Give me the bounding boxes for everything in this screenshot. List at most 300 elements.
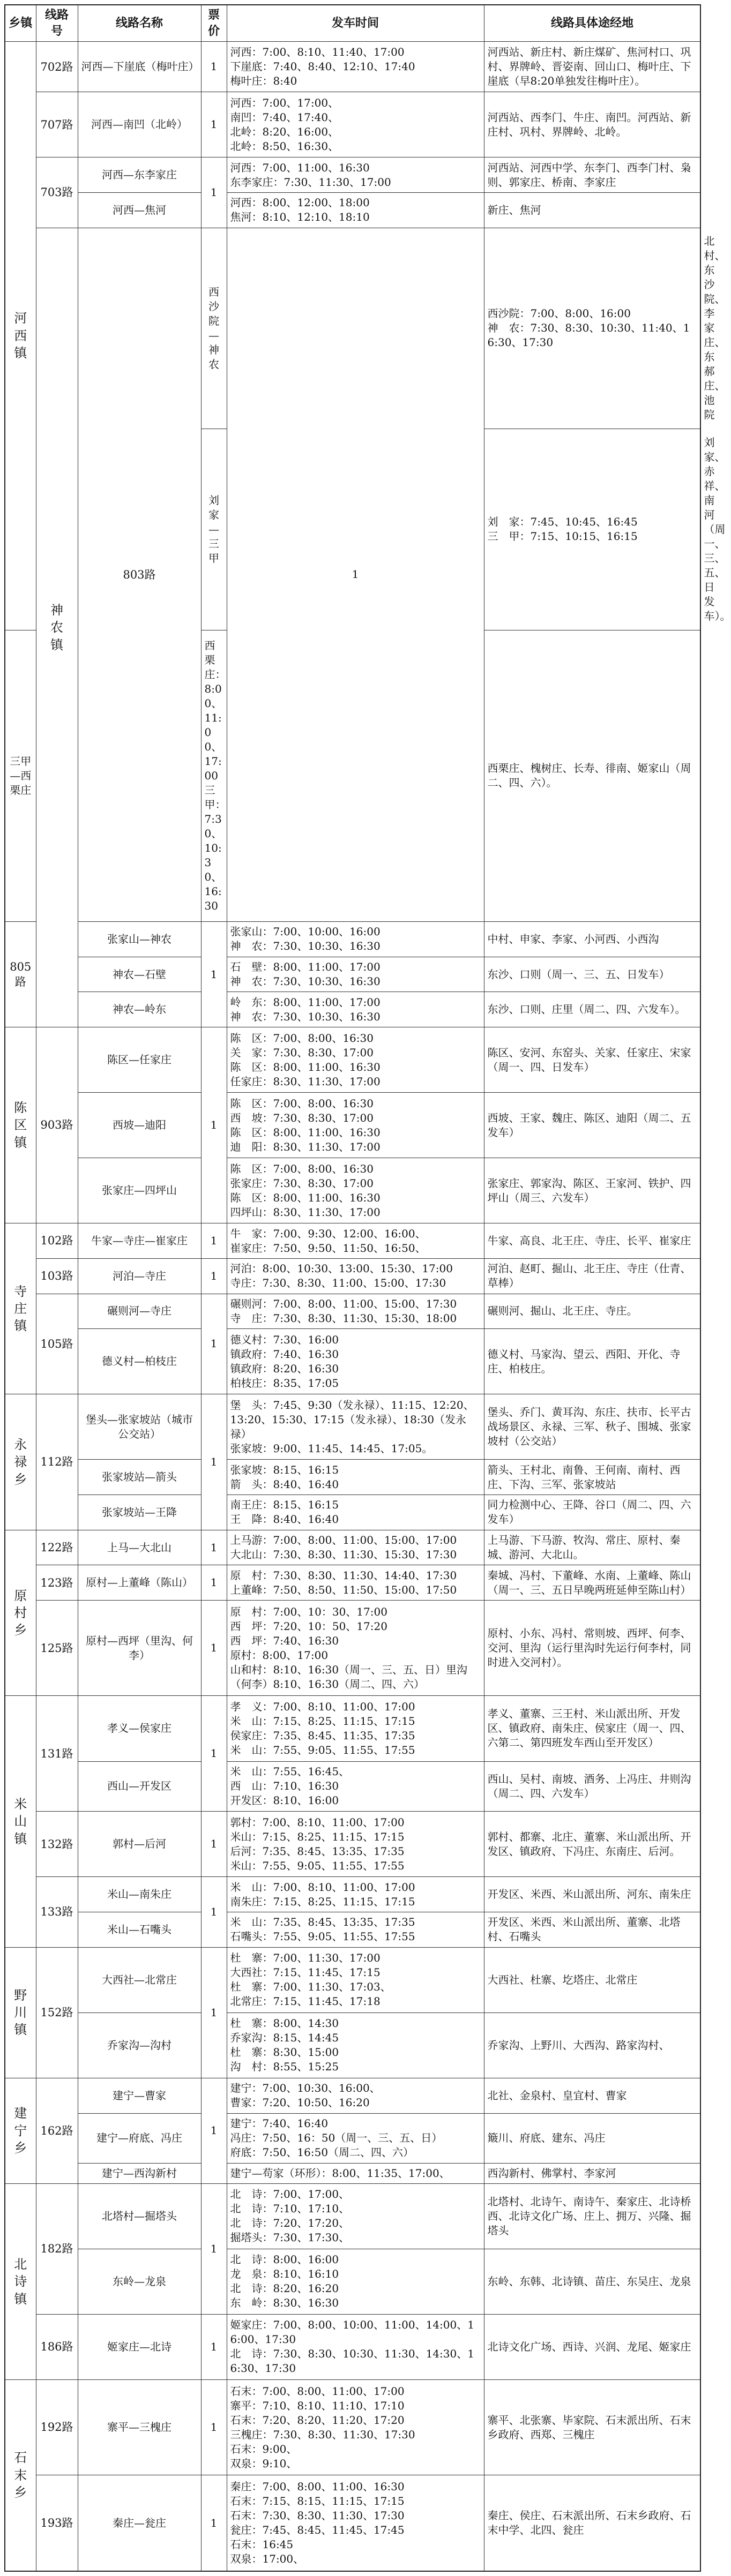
departure-time-line: 碾则河：7:00、8:00、11:00、15:00、17:30 (230, 1297, 457, 1310)
departure-time-line: 双泉：9:10、 (230, 2457, 297, 2470)
stops-cell: 秦城、冯村、下董峰、水南、上董峰、陈山（周一、三、五日早晚两班延伸至陈山村） (484, 1565, 700, 1601)
table-row (5, 1947, 700, 2012)
departure-time-line: 大西社：7:15、11:45、17:15 (230, 1966, 381, 1979)
fare-cell: 1 (201, 92, 227, 157)
departure-time-line: 南王庄：8:15、16:15 (230, 1498, 339, 1512)
header-route-name: 线路名称 (78, 5, 201, 42)
town-cell (5, 2183, 36, 2379)
stops-cell: 河泊、赵町、掘山、北王庄、寺庄（仕青、草棒） (484, 1258, 700, 1294)
header-departure-times: 发车时间 (227, 5, 484, 42)
stops-cell: 牛家、高良、北王庄、寺庄、长平、崔家庄 (484, 1223, 700, 1259)
departure-time-line: 杜 寨：7:00、11:30、17:00 (230, 1951, 381, 1965)
departure-time-line: 原 村：7:30、8:30、11:30、14:40、17:30 (230, 1568, 457, 1582)
route-name-cell: 牛家—寺庄—崔家庄 (78, 1223, 201, 1259)
route-number-cell: 186路 (36, 2314, 78, 2379)
departure-time-line: 镇政府：7:40、16:30 (230, 1347, 339, 1361)
fare-cell: 1 (201, 2314, 227, 2379)
departure-time-line: 乔家沟：8:15、14:45 (230, 2031, 339, 2045)
town-name: 建宁乡 (14, 2106, 27, 2156)
departure-time-line: 三 甲：7:15、10:15、16:15 (487, 530, 638, 543)
departure-time-line: 西 坪：7:40、16:30 (230, 1634, 339, 1647)
departure-time-line: 迪 阳：8:30、11:30、17:00 (230, 1140, 381, 1153)
route-name-cell: 西坡—迪阳 (78, 1093, 201, 1158)
fare-cell: 1 (201, 1947, 227, 2078)
departure-time-line: 神 农：7:30、10:30、16:30 (230, 940, 381, 953)
departure-time-line: 山和村：8:10、16:30（周一、三、五、日）里沟（何李）8:10、16:30（周二、四、六） (230, 1663, 468, 1691)
departure-time-line: 上马游：7:00、8:00、11:00、15:00、17:00 (230, 1534, 457, 1547)
departure-times-cell (227, 992, 484, 1027)
departure-time-line: 陈 区：8:00、11:00、16:30 (230, 1191, 381, 1204)
departure-time-line: 杜 寨：8:30、15:00 (230, 2046, 339, 2059)
departure-time-line: 原村：8:00、17:00 (230, 1648, 329, 1662)
table-row (5, 1877, 700, 1912)
stops-cell: 秦庄、侯庄、石末派出所、石末乡政府、石末中学、北四、瓮庄 (484, 2475, 700, 2571)
departure-time-line: 石嘴头：7:55、9:05、11:55、17:55 (230, 1930, 415, 1943)
town-cell (5, 1530, 36, 1696)
route-name-cell: 张家坡站—王降 (78, 1495, 201, 1530)
stops-cell: 河西站、新庄村、新庄煤矿、焦河村口、巩村、界牌岭、晋姿南、回山口、梅叶庄、下崖底（早8:20单独发往梅叶庄）。 (484, 42, 700, 92)
departure-time-line: 建宁—苟家（环形）：8:00、11:35、17:00、 (230, 2167, 450, 2180)
departure-time-line: 四坪山：8:30、11:30、17:00 (230, 1205, 381, 1219)
departure-time-line: 神 农：7:30、10:30、16:30 (230, 975, 381, 988)
departure-times-cell (227, 1294, 484, 1329)
stops-cell: 德义村、马家沟、望云、西阳、开化、寺庄、柏枝庄。 (484, 1329, 700, 1394)
table-row (5, 1258, 700, 1294)
departure-time-line: 寺 庄：7:30、8:30、11:30、15:30、18:00 (230, 1311, 457, 1325)
departure-time-line: 石末：7:15、8:15、11:15、17:15 (230, 2495, 405, 2508)
departure-time-line: 姬家庄：7:00、8:00、10:00、11:00、14:00、16:00、17:30 (230, 2318, 474, 2346)
departure-time-line: 石末：16:45 (230, 2538, 294, 2551)
route-name-cell: 刘家—三甲 (201, 429, 227, 630)
departure-time-line: 河西：7:00、17:00、 (230, 96, 339, 109)
header-stops: 线路具体途经地 (484, 5, 700, 42)
header-town: 乡镇 (5, 5, 36, 42)
town-name: 北诗镇 (14, 2256, 27, 2307)
departure-time-line: 石末：7:30、8:30、11:30、17:30 (230, 2509, 405, 2522)
fare-cell: 1 (201, 1601, 227, 1696)
departure-time-line: 米 山：7:55、16:45、 (230, 1765, 350, 1778)
departure-times-cell (227, 1812, 484, 1877)
header-fare: 票价 (201, 5, 227, 42)
stops-cell: 东沙、口则（周一、三、五、日发车） (484, 957, 700, 992)
departure-times-cell (227, 1696, 484, 1761)
departure-times-cell (227, 922, 484, 957)
route-name-cell: 米山—南朱庄 (78, 1877, 201, 1912)
route-number-cell: 193路 (36, 2475, 78, 2571)
departure-times-cell (227, 1495, 484, 1530)
departure-time-line: 镇政府：8:20、16:30 (230, 1362, 339, 1375)
table-row (5, 2012, 700, 2078)
fare-cell: 1 (201, 1027, 227, 1223)
departure-times-cell (484, 228, 700, 429)
route-name-cell: 河泊—寺庄 (78, 1258, 201, 1294)
table-row (5, 1223, 700, 1259)
bus-route-document (4, 4, 731, 2572)
departure-times-cell (227, 2012, 484, 2078)
town-name: 米山镇 (14, 1797, 27, 1846)
departure-times-cell (227, 957, 484, 992)
departure-times-cell (227, 1093, 484, 1158)
departure-time-line: 双泉：17:00、 (230, 2552, 304, 2566)
departure-time-line: 河泊：8:00、10:30、13:00、15:30、17:00 (230, 1262, 453, 1275)
departure-time-line: 北 诗：7:30、8:30、10:30、11:30、14:30、16:30、17:30 (230, 2347, 474, 2375)
table-row (5, 1093, 700, 1158)
stops-cell: 同力检测中心、王降、谷口（周二、四、六发车） (484, 1495, 700, 1530)
departure-times-cell (227, 2475, 484, 2571)
departure-times-cell (227, 1761, 484, 1812)
departure-time-line: 陈 区：7:00、8:00、16:30 (230, 1097, 374, 1110)
departure-time-line: 堡 头：7:45、9:30（发永禄）、11:15、12:20、13:20、15:30、17:15（发永禄）、18:30（发永禄） (230, 1398, 474, 1440)
departure-time-line: 北 诗：7:20、17:20、 (230, 2217, 350, 2230)
table-row (5, 1394, 700, 1460)
departure-time-line: 河西：7:00、11:00、16:30 (230, 161, 370, 174)
departure-times-cell (227, 1460, 484, 1495)
stops-cell: 寨平、北张寨、毕家院、石末派出所、石末乡政府、西郑、三槐庄 (484, 2379, 700, 2475)
departure-time-line: 掘塔头：7:30、17:30、 (230, 2231, 350, 2244)
departure-times-cell (227, 2314, 484, 2379)
stops-cell: 北诗文化广场、西诗、兴润、龙尾、姬家庄 (484, 2314, 700, 2379)
departure-time-line: 秦庄：7:00、8:00、11:00、16:30 (230, 2480, 405, 2494)
departure-time-line: 米 山：7:55、9:05、11:55、17:55 (230, 1743, 415, 1756)
stops-cell: 堡头、乔门、黄耳沟、东庄、扶市、长平古战场景区、永禄、三军、秋子、围城、张家坡村（公交站） (484, 1394, 700, 1460)
table-row (5, 957, 700, 992)
departure-times-cell (227, 42, 484, 92)
stops-cell: 西山、吴村、南坡、酒务、上冯庄、井则沟（周二、四、六发车） (484, 1761, 700, 1812)
route-number-cell: 122路 (36, 1530, 78, 1565)
table-row (5, 2078, 700, 2113)
departure-time-line: 北常庄：7:15、11:45、17:18 (230, 1995, 381, 2008)
route-number-cell: 125路 (36, 1601, 78, 1696)
departure-times-cell (227, 1329, 484, 1394)
departure-time-line: 冯庄：7:50、16：50（周一、三、五、日） (230, 2131, 443, 2145)
town-cell (5, 1394, 36, 1530)
fare-cell: 1 (201, 1812, 227, 1877)
town-name: 陈区镇 (14, 1100, 27, 1150)
route-name-cell: 神农—石壁 (78, 957, 201, 992)
departure-times-cell (227, 1947, 484, 2012)
fare-cell: 1 (201, 1530, 227, 1565)
route-name-cell: 原村—上董峰（陈山） (78, 1565, 201, 1601)
departure-time-line: 关 家：7:30、8:30、17:00 (230, 1046, 374, 1059)
table-row (5, 1812, 700, 1877)
departure-time-line: 东 岭：8:30、16:30 (230, 2296, 339, 2310)
departure-times-cell (227, 1027, 484, 1093)
departure-time-line: 箭 头：8:40、16:40 (230, 1477, 339, 1491)
table-row (5, 1696, 700, 1761)
route-name-cell: 张家山—神农 (78, 922, 201, 957)
town-cell (5, 1027, 36, 1223)
departure-time-line: 德义村：7:30、16:00 (230, 1333, 339, 1346)
departure-time-line: 西 坪：7:20、10：50、17:20 (230, 1619, 387, 1633)
stops-cell: 西栗庄、槐树庄、长寿、徘南、姬家山（周二、四、六）。 (484, 630, 700, 921)
town-name: 野川镇 (14, 1987, 27, 2038)
fare-cell: 1 (201, 1294, 227, 1394)
fare-cell: 1 (201, 1223, 227, 1259)
route-number-cell: 803路 (78, 228, 201, 921)
departure-times-cell (227, 2379, 484, 2475)
departure-time-line: 陈 区：8:00、11:00、16:30 (230, 1060, 381, 1073)
departure-time-line: 陈 区：7:00、8:00、16:30 (230, 1162, 374, 1175)
departure-time-line: 米山：7:15、8:25、11:15、17:15 (230, 1830, 405, 1843)
stops-cell: 中村、申家、李家、小河西、小西沟 (484, 922, 700, 957)
table-row (5, 1294, 700, 1329)
departure-time-line: 牛 家：7:00、9:30、12:00、16:00、 (230, 1227, 426, 1240)
departure-times-cell (227, 1394, 484, 1460)
table-row (5, 1495, 700, 1530)
route-name-cell: 西沙院—神农 (201, 228, 227, 429)
route-name-cell: 河西—焦河 (78, 192, 201, 228)
header-row (5, 5, 700, 42)
departure-time-line: 寺庄：7:30、8:30、11:00、15:00、17:30 (230, 1276, 446, 1290)
table-row (5, 992, 700, 1027)
departure-time-line: 梅叶庄：8:40 (230, 74, 297, 88)
departure-time-line: 北 诗：8:00、16:00 (230, 2253, 339, 2266)
route-name-cell: 秦庄—瓮庄 (78, 2475, 201, 2571)
table-row: 刘家—三甲 刘 家：7:45、10:45、16:45 三 甲：7:15、10:15、16:15 刘家、赤祥、南河（周一、三、五、日发车）。 (5, 429, 700, 630)
departure-time-line: 上董峰：7:50、8:50、11:50、15:00、17:50 (230, 1583, 457, 1596)
departure-time-line: 沟 村：8:55、15:25 (230, 2060, 339, 2074)
table-row (5, 1601, 700, 1696)
departure-time-line: 岭 东：8:00、11:00、17:00 (230, 995, 381, 1009)
departure-time-line: 刘 家：7:45、10:45、16:45 (487, 515, 638, 529)
stops-cell: 郭村、都寨、北庄、董寨、米山派出所、开发区、镇政府、下冯庄、东南庄、后河。 (484, 1812, 700, 1877)
departure-time-line: 建宁：7:40、16:40 (230, 2117, 329, 2130)
table-row (5, 2164, 700, 2184)
departure-time-line: 三 甲：7:30、10:30、16:30 (204, 783, 226, 912)
route-number-cell: 162路 (36, 2078, 78, 2183)
departure-time-line: 南凹：7:40、17:40、 (230, 110, 339, 124)
route-name-cell: 河西—下崖底（梅叶庄） (78, 42, 201, 92)
table-row (5, 2379, 700, 2475)
departure-time-line: 瓮庄：7:45、8:45、11:45、17:45 (230, 2524, 405, 2537)
fare-cell: 1 (201, 1877, 227, 1947)
departure-time-line: 大北山：7:30、8:30、11:30、15:30、17:30 (230, 1548, 457, 1561)
fare-cell: 1 (201, 42, 227, 92)
stops-cell: 簸川、府底、建东、冯庄 (484, 2113, 700, 2164)
route-name-cell: 孝义—侯家庄 (78, 1696, 201, 1761)
departure-time-line: 寨平：7:10、8:10、11:10、17:10 (230, 2399, 405, 2412)
departure-times-cell (227, 2183, 484, 2249)
table-row: 神农镇 803路 西沙院—神农 1 西沙院：7:00、8:00、16:00 神 农：7:30、8:30、10:30、11:40、16:30、17:30 北村、东沙院、李家庄、东郝庄、池院 (5, 228, 700, 429)
route-name-cell: 乔家沟—沟村 (78, 2012, 201, 2078)
stops-cell: 河西站、河西中学、东李门、西李门村、枭则、郭家庄、桥南、李家庄 (484, 157, 700, 193)
departure-time-line: 北 诗：8:20、16:20 (230, 2282, 339, 2295)
route-number-cell: 182路 (36, 2183, 78, 2314)
route-name-cell: 米山—石嘴头 (78, 1912, 201, 1948)
departure-times-cell (484, 429, 700, 630)
table-row (5, 42, 700, 92)
header-route-number: 线路号 (36, 5, 78, 42)
town-name: 石末乡 (14, 2450, 27, 2500)
route-name-cell: 寨平—三槐庄 (78, 2379, 201, 2475)
departure-time-line: 侯家庄：7:35、8:45、11:35、17:35 (230, 1729, 415, 1742)
departure-time-line: 西沙院：7:00、8:00、16:00 (487, 307, 631, 320)
route-number-cell: 707路 (36, 92, 78, 157)
departure-time-line: 石末：9:00、 (230, 2442, 297, 2455)
stops-cell: 东岭、东韩、北诗镇、苗庄、东吴庄、龙泉 (484, 2249, 700, 2314)
route-name-cell: 东岭—龙泉 (78, 2249, 201, 2314)
route-number-cell: 805路 (5, 922, 36, 1027)
route-name-cell: 建宁—西沟新村 (78, 2164, 201, 2184)
departure-time-line: 西 山：7:10、16:30 (230, 1779, 339, 1793)
route-number-cell: 702路 (36, 42, 78, 92)
departure-time-line: 米 山：7:00、8:10、11:00、17:00 (230, 1880, 415, 1894)
fare-cell: 1 (201, 2078, 227, 2183)
departure-time-line: 孝 义：7:00、8:10、11:00、17:00 (230, 1700, 415, 1713)
table-row (5, 192, 700, 228)
departure-times-cell (201, 630, 227, 921)
departure-time-line: 西 坡：7:30、8:30、17:00 (230, 1111, 374, 1124)
route-name-cell: 郭村—后河 (78, 1812, 201, 1877)
route-name-cell: 陈区—任家庄 (78, 1027, 201, 1093)
route-number-cell: 703路 (36, 157, 78, 228)
departure-time-line: 曹家：7:20、10:50、16:20 (230, 2096, 370, 2109)
departure-time-line: 西栗庄：8:00、11:00、17:00 (204, 639, 226, 782)
departure-time-line: 开发区：8:10、16:00 (230, 1794, 339, 1807)
departure-time-line: 郭村：7:00、8:10、11:00、17:00 (230, 1815, 405, 1829)
town-name: 原村乡 (14, 1588, 27, 1638)
table-header (5, 5, 700, 42)
departure-time-line: 张家坡：9:00、11:45、14:45、17:05。 (230, 1441, 433, 1455)
town-cell (5, 1696, 36, 1947)
route-number-cell: 123路 (36, 1565, 78, 1601)
town-cell (5, 2379, 36, 2571)
departure-time-line: 王 降：8:40、16:40 (230, 1513, 339, 1526)
town-cell (5, 1223, 36, 1394)
table-row (5, 2113, 700, 2164)
departure-times-cell (227, 1258, 484, 1294)
stops-cell: 碾则河、掘山、北王庄、寺庄。 (484, 1294, 700, 1329)
route-number-cell: 903路 (36, 1027, 78, 1223)
departure-times-cell (227, 2164, 484, 2184)
table-row (5, 2183, 700, 2249)
departure-times-cell (227, 2113, 484, 2164)
route-name-cell: 张家庄—四坪山 (78, 1158, 201, 1223)
route-name-cell: 原村—西坪（里沟、何李） (78, 1601, 201, 1696)
departure-time-line: 张家坡：8:15、16:15 (230, 1463, 339, 1476)
departure-time-line: 陈 区：8:00、11:00、16:30 (230, 1125, 381, 1139)
route-number-cell: 105路 (36, 1294, 78, 1394)
town-name: 寺庄镇 (14, 1283, 27, 1334)
departure-time-line: 南朱庄：7:15、8:25、11:15、17:15 (230, 1895, 415, 1908)
fare-cell: 1 (201, 2379, 227, 2475)
table-body (5, 42, 731, 2571)
departure-time-line: 石 壁：8:00、11:00、17:00 (230, 960, 381, 974)
stops-cell: 北塔村、北诗午、南诗午、秦家庄、北诗桥西、北诗文化广场、庄上、拥万、兴隆、掘塔头 (484, 2183, 700, 2249)
fare-cell: 1 (201, 922, 227, 1027)
departure-time-line: 柏枝庄：8:35、17:05 (230, 1376, 339, 1390)
departure-time-line: 神 农：7:30、8:30、10:30、11:40、16:30、17:30 (487, 321, 690, 349)
stops-cell: 原村、小东、冯村、常则坡、西坪、何李、交河、里沟（运行里沟时先运行何李村，同时进入交河村）。 (484, 1601, 700, 1696)
route-name-cell: 姬家庄—北诗 (78, 2314, 201, 2379)
departure-time-line: 北 诗：7:10、17:10、 (230, 2202, 350, 2215)
departure-times-cell (227, 1530, 484, 1565)
town-name: 永禄乡 (14, 1437, 27, 1487)
stops-cell: 开发区、米西、米山派出所、董寨、北塔村、石嘴头 (484, 1912, 700, 1948)
route-name-cell: 上马—大北山 (78, 1530, 201, 1565)
stops-cell: 西坡、王家、魏庄、陈区、迪阳（周二、五发车） (484, 1093, 700, 1158)
table-row (5, 1530, 700, 1565)
route-name-cell: 神农—岭东 (78, 992, 201, 1027)
route-name-cell: 大西社—北常庄 (78, 1947, 201, 2012)
departure-time-line: 张家庄：7:30、8:30、17:00 (230, 1176, 374, 1190)
route-name-cell: 碾则河—寺庄 (78, 1294, 201, 1329)
table-row (5, 1460, 700, 1495)
town-name: 神农镇 (50, 602, 63, 652)
departure-time-line: 北 诗：7:00、17:00、 (230, 2188, 350, 2201)
departure-time-line: 北岭：8:20、16:00、 (230, 125, 339, 138)
route-name-cell: 建宁—府底、冯庄 (78, 2113, 201, 2164)
departure-times-cell (227, 92, 484, 157)
route-name-cell: 河西—南凹（北岭） (78, 92, 201, 157)
departure-times-cell (227, 1223, 484, 1259)
route-name-cell: 张家坡站—箭头 (78, 1460, 201, 1495)
town-cell (5, 42, 36, 630)
fare-cell: 1 (201, 1696, 227, 1812)
stops-cell: 箭头、王村北、南鲁、王何南、南村、西庄、下沟、三军、张家坡站 (484, 1460, 700, 1495)
stops-cell: 东沙、口则、庄里（周二、四、六发车）。 (484, 992, 700, 1027)
stops-cell: 北社、金泉村、皇宜村、曹家 (484, 2078, 700, 2113)
table-row (5, 2249, 700, 2314)
departure-time-line: 任家庄：8:30、11:30、17:00 (230, 1075, 381, 1088)
departure-time-line: 后河：7:35、8:45、13:35、17:35 (230, 1844, 405, 1858)
departure-time-line: 米 山：7:15、8:25、11:15、17:15 (230, 1714, 415, 1728)
departure-times-cell (227, 1912, 484, 1948)
departure-time-line: 石末：7:20、8:20、11:20、17:20 (230, 2413, 405, 2427)
town-cell (36, 228, 78, 1027)
departure-time-line: 石末：7:00、8:00、11:00、17:00 (230, 2384, 405, 2398)
stops-cell: 大西社、杜寨、圪塔庄、北常庄 (484, 1947, 700, 2012)
departure-time-line: 东李家庄：7:30、11:30、17:00 (230, 175, 391, 189)
fare-cell: 1 (201, 1258, 227, 1294)
departure-time-line: 张家山：7:00、10:00、16:00 (230, 925, 381, 938)
fare-cell: 1 (201, 2183, 227, 2314)
departure-time-line: 下崖底：7:40、8:40、12:10、17:40 (230, 60, 415, 73)
fare-cell: 1 (227, 228, 484, 921)
route-number-cell: 131路 (36, 1696, 78, 1812)
departure-times-cell (227, 192, 484, 228)
stops-cell: 河西站、西李门、牛庄、南凹。河西站、新庄村、巩村、界牌岭、北岭。 (484, 92, 700, 157)
table-row (5, 922, 700, 957)
table-row (5, 1912, 700, 1948)
departure-time-line: 龙 泉：8:10、16:10 (230, 2267, 339, 2281)
route-name-cell: 建宁—曹家 (78, 2078, 201, 2113)
departure-times-cell (227, 2249, 484, 2314)
route-number-cell: 103路 (36, 1258, 78, 1294)
departure-time-line: 北岭：8:50、16:30、 (230, 139, 339, 153)
departure-time-line: 原 村：7:00、10：30、17:00 (230, 1605, 387, 1618)
stops-cell: 乔家沟、上野川、大西沟、路家沟村、 (484, 2012, 700, 2078)
departure-time-line: 米 山：7:35、8:45、13:35、17:35 (230, 1916, 415, 1929)
route-name-cell: 三甲—西栗庄 (5, 630, 36, 921)
table-row (5, 2475, 700, 2571)
bus-route-table (4, 4, 731, 2572)
stops-cell: 开发区、米西、米山派出所、河东、南朱庄 (484, 1877, 700, 1912)
route-name-cell: 德义村—柏枝庄 (78, 1329, 201, 1394)
table-row (5, 92, 700, 157)
departure-time-line: 陈 区：7:00、8:00、16:30 (230, 1031, 374, 1045)
departure-time-line: 崔家庄：7:50、9:50、11:50、16:50、 (230, 1241, 426, 1255)
departure-time-line: 府底：7:50、16:50（周二、四、六） (230, 2146, 414, 2159)
table-row (5, 1027, 700, 1093)
table-row (5, 157, 700, 193)
route-number-cell: 192路 (36, 2379, 78, 2475)
fare-cell: 1 (201, 2475, 227, 2571)
town-name: 河西镇 (14, 311, 27, 361)
town-cell (5, 1947, 36, 2078)
departure-times-cell (227, 1158, 484, 1223)
departure-time-line: 河西：7:00、8:10、11:40、17:00 (230, 46, 405, 59)
